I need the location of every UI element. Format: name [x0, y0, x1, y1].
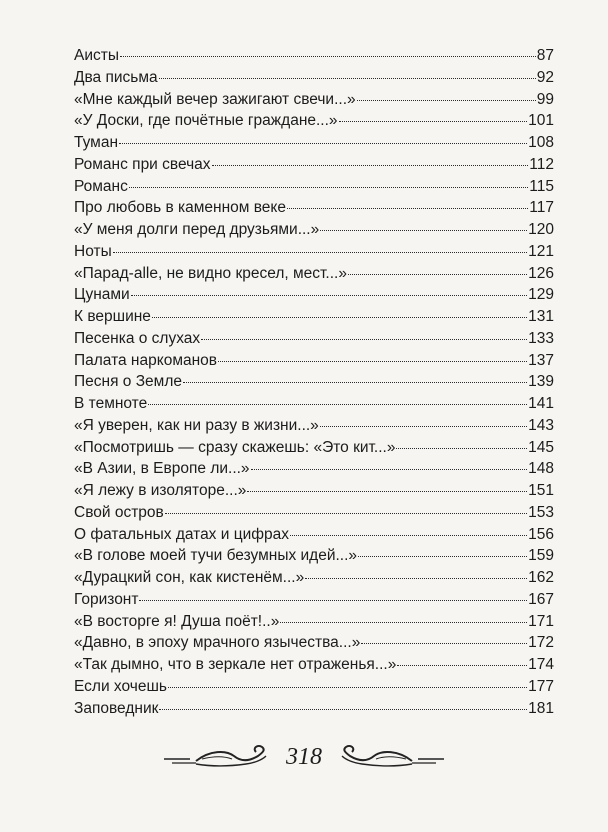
dot-leader: [305, 578, 527, 579]
toc-entry-page: 174: [528, 656, 554, 673]
toc-entry-title: К вершине: [74, 308, 151, 325]
toc-entry: [74, 567, 554, 589]
toc-entry: [74, 458, 554, 480]
toc-entry-page: 117: [529, 199, 554, 217]
toc-entry-title: «Парад-alle, не видно кресел, мест...»: [74, 264, 347, 282]
toc-entry-title: «Дурацкий сон, как кистенём...»: [74, 569, 305, 586]
toc-entry-page: 148: [528, 460, 554, 478]
toc-entry-page: 87: [536, 47, 554, 64]
dot-leader: [339, 121, 528, 122]
toc-entry: [74, 176, 554, 198]
toc-entry-title: «Мне каждый вечер зажигают свечи...»: [74, 90, 356, 108]
toc-entry-page: 145: [528, 438, 554, 456]
toc-entry-page: 129: [528, 286, 554, 304]
toc-entry-title: Романс: [74, 177, 128, 195]
dot-leader: [251, 469, 528, 470]
dot-leader: [148, 404, 527, 405]
toc-entry-title: «Я лежу в изоляторе...»: [74, 482, 247, 499]
dot-leader: [129, 187, 528, 188]
dot-leader: [201, 339, 527, 340]
toc-entry: [74, 524, 554, 546]
dot-leader: [218, 361, 527, 362]
dot-leader: [165, 513, 527, 514]
dot-leader: [131, 295, 527, 296]
toc-entry: [74, 284, 554, 306]
toc-entry-page: 131: [528, 308, 554, 325]
toc-entry: [74, 45, 554, 67]
toc-entry: [74, 480, 554, 502]
toc-entry: [74, 350, 554, 372]
toc-entry: [74, 502, 554, 524]
dot-leader: [348, 274, 527, 275]
toc-entry-title: Песня о Земле: [74, 373, 183, 391]
dot-leader: [320, 230, 527, 231]
toc-entry: [74, 415, 554, 437]
toc-entry-page: 171: [528, 612, 554, 630]
toc-entry-title: Если хочешь: [74, 677, 167, 695]
toc-entry-title: Туман: [74, 134, 119, 151]
toc-entry-page: 172: [528, 634, 554, 652]
page-number: 318: [286, 743, 322, 770]
dot-leader: [290, 535, 527, 536]
toc-entry-page: 112: [529, 155, 554, 173]
toc-entry: [74, 328, 554, 350]
toc-entry-title: «Я уверен, как ни разу в жизни...»: [74, 416, 319, 434]
dot-leader: [320, 426, 527, 427]
dot-leader: [358, 556, 527, 557]
toc-entry: [74, 154, 554, 176]
toc-entry-title: Заповедник: [74, 699, 159, 717]
toc-entry-title: Цунами: [74, 286, 130, 304]
toc-entry: [74, 219, 554, 241]
toc-entry-title: Два письма: [74, 68, 158, 86]
toc-entry-title: О фатальных датах и цифрах: [74, 525, 289, 543]
toc-entry-page: 139: [528, 373, 554, 391]
toc-entry-title: «Давно, в эпоху мрачного язычества...»: [74, 634, 361, 652]
toc-entry-title: Аисты: [74, 47, 119, 64]
toc-entry-title: «Посмотришь — сразу скажешь: «Это кит...»: [74, 438, 396, 456]
toc-entry: [74, 263, 554, 285]
toc-entry-title: «У Доски, где почётные граждане...»: [74, 112, 338, 130]
toc-entry-page: 121: [528, 242, 554, 260]
dot-leader: [113, 252, 527, 253]
toc-entry: [74, 89, 554, 111]
toc-entry-page: 133: [528, 329, 554, 347]
toc-entry-page: 153: [528, 503, 554, 521]
toc-entry: [74, 611, 554, 633]
dot-leader: [168, 687, 527, 688]
dot-leader: [287, 208, 528, 209]
toc-entry-title: «У меня долги перед друзьями...»: [74, 221, 320, 238]
toc-entry-title: Палата наркоманов: [74, 351, 218, 369]
dot-leader: [357, 100, 536, 101]
toc-entry: [74, 698, 554, 720]
dot-leader: [212, 165, 529, 166]
table-of-contents: [74, 45, 554, 719]
toc-entry-title: В темноте: [74, 395, 148, 412]
toc-entry: [74, 545, 554, 567]
left-flourish-ornament: [162, 742, 272, 772]
toc-entry-page: 167: [528, 590, 554, 608]
dot-leader: [361, 643, 527, 644]
toc-entry-title: Горизонт: [74, 590, 139, 608]
dot-leader: [396, 448, 527, 449]
dot-leader: [152, 317, 527, 318]
toc-entry-page: 92: [536, 68, 554, 86]
dot-leader: [159, 78, 536, 79]
toc-entry: [74, 393, 554, 415]
toc-entry: [74, 67, 554, 89]
dot-leader: [139, 600, 527, 601]
toc-entry: [74, 632, 554, 654]
toc-entry-page: 101: [528, 112, 554, 130]
toc-entry: [74, 197, 554, 219]
toc-entry-page: 143: [528, 416, 554, 434]
toc-entry-page: 126: [528, 264, 554, 282]
toc-entry: [74, 654, 554, 676]
toc-entry-page: 151: [528, 482, 554, 499]
toc-entry-title: Ноты: [74, 242, 112, 260]
toc-entry: [74, 371, 554, 393]
dot-leader: [280, 622, 527, 623]
toc-entry-page: 120: [528, 221, 554, 238]
toc-entry-title: «Так дымно, что в зеркале нет отраженья...»: [74, 656, 397, 673]
toc-entry-title: Свой остров: [74, 503, 164, 521]
dot-leader: [183, 382, 527, 383]
toc-entry: [74, 676, 554, 698]
toc-entry-title: «В Азии, в Европе ли...»: [74, 460, 250, 478]
toc-entry: [74, 589, 554, 611]
toc-entry-page: 99: [536, 90, 554, 108]
toc-entry-page: 141: [528, 395, 554, 412]
toc-entry: [74, 241, 554, 263]
toc-entry: [74, 437, 554, 459]
toc-entry: [74, 132, 554, 154]
toc-entry-title: Про любовь в каменном веке: [74, 199, 286, 217]
toc-entry-page: 181: [528, 699, 554, 717]
toc-entry-page: 159: [528, 547, 554, 565]
dot-leader: [119, 143, 527, 144]
toc-entry: [74, 110, 554, 132]
dot-leader: [397, 665, 527, 666]
toc-entry-page: 162: [528, 569, 554, 586]
toc-entry-page: 137: [528, 351, 554, 369]
dot-leader: [247, 491, 527, 492]
dot-leader: [120, 56, 536, 57]
toc-entry-page: 156: [528, 525, 554, 543]
toc-entry-page: 108: [528, 134, 554, 151]
page-footer: [0, 742, 608, 772]
toc-entry-page: 115: [529, 177, 554, 195]
toc-entry-title: «В восторге я! Душа поёт!..»: [74, 612, 280, 630]
right-flourish-ornament: [336, 742, 446, 772]
toc-entry-title: Романс при свечах: [74, 155, 211, 173]
dot-leader: [159, 709, 527, 710]
toc-entry-title: Песенка о слухах: [74, 329, 201, 347]
toc-entry-page: 177: [528, 677, 554, 695]
toc-entry-title: «В голове моей тучи безумных идей...»: [74, 547, 358, 565]
toc-entry: [74, 306, 554, 328]
